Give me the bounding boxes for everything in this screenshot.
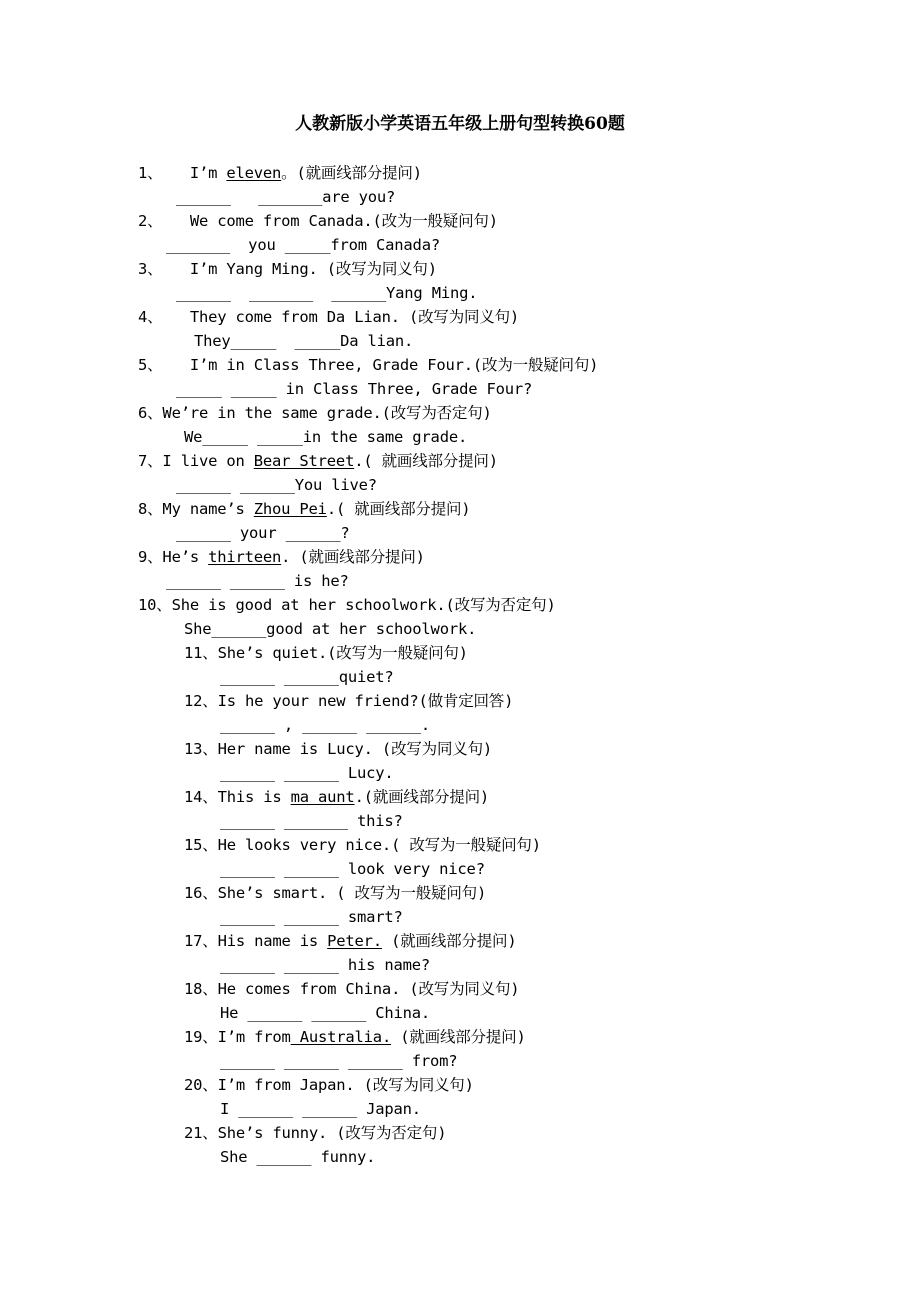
line-text: ______ ______ his name? xyxy=(220,956,431,974)
exercise-line xyxy=(184,834,541,856)
underlined-phrase: thirteen xyxy=(208,548,282,566)
line-text: . (就画线部分提问) xyxy=(281,548,425,566)
exercise-line xyxy=(184,426,467,448)
exercise-line xyxy=(220,762,394,784)
line-text: She ______ funny. xyxy=(220,1148,376,1166)
exercise-line xyxy=(220,1098,421,1120)
line-text: 5、 I’m in Class Three, Grade Four.(改为一般疑问句) xyxy=(138,356,599,374)
line-text: 12、Is he your new friend?(做肯定回答) xyxy=(184,692,514,710)
exercise-line xyxy=(184,882,486,904)
exercise-line xyxy=(166,570,349,592)
line-text: 4、 They come from Da Lian. (改写为同义句) xyxy=(138,308,520,326)
line-text: .(就画线部分提问) xyxy=(354,788,490,806)
line-text: ______ your ______? xyxy=(176,524,350,542)
line-text: 1、 I’m xyxy=(138,164,227,182)
exercise-line xyxy=(184,978,519,1000)
exercise-line xyxy=(194,330,413,352)
line-text: 21、She’s funny. (改写为否定句) xyxy=(184,1124,447,1142)
page-title: 人教新版小学英语五年级上册句型转换60题 xyxy=(295,114,625,134)
exercise-line xyxy=(184,1026,526,1048)
exercise-line xyxy=(176,378,532,400)
exercise-line xyxy=(220,810,403,832)
line-text: He ______ ______ China. xyxy=(220,1004,431,1022)
exercise-line xyxy=(184,1074,474,1096)
exercise-line xyxy=(220,858,485,880)
exercise-line xyxy=(220,1050,457,1072)
exercise-line xyxy=(220,666,394,688)
underlined-phrase: eleven xyxy=(226,164,282,182)
line-text: ______ ______ Lucy. xyxy=(220,764,394,782)
exercise-line xyxy=(184,618,476,640)
line-text: (就画线部分提问) xyxy=(381,932,517,950)
line-text: 15、He looks very nice.( 改写为一般疑问句) xyxy=(184,836,541,854)
exercise-line xyxy=(138,258,437,280)
exercise-line xyxy=(220,1002,430,1024)
exercise-line xyxy=(220,1146,375,1168)
line-text: 7、I live on xyxy=(138,452,254,470)
line-text: They_____ _____Da lian. xyxy=(194,332,414,350)
exercise-line xyxy=(138,450,498,472)
exercise-line xyxy=(176,474,377,496)
exercise-line xyxy=(138,354,598,376)
underlined-phrase: Bear Street xyxy=(253,452,355,470)
line-text: 3、 I’m Yang Ming. (改写为同义句) xyxy=(138,260,437,278)
line-text: We_____ _____in the same grade. xyxy=(184,428,468,446)
exercise-line xyxy=(184,786,489,808)
exercise-line xyxy=(166,234,440,256)
exercise-line xyxy=(220,906,403,928)
line-text: 9、He’s xyxy=(138,548,209,566)
line-text: ______ _______are you? xyxy=(176,188,396,206)
line-text: 16、She’s smart. ( 改写为一般疑问句) xyxy=(184,884,487,902)
line-text: 17、His name is xyxy=(184,932,328,950)
exercise-line xyxy=(184,930,516,952)
line-text: 6、We’re in the same grade.(改写为否定句) xyxy=(138,404,492,422)
underlined-phrase: ma aunt xyxy=(290,788,355,806)
line-text: 20、I’m from Japan. (改写为同义句) xyxy=(184,1076,474,1094)
line-text: ______ ______ look very nice? xyxy=(220,860,485,878)
line-text: ______ ______You live? xyxy=(176,476,377,494)
line-text: 。(就画线部分提问) xyxy=(281,164,422,182)
exercise-line xyxy=(138,498,470,520)
exercise-line xyxy=(184,1122,446,1144)
line-text: ______ ______quiet? xyxy=(220,668,394,686)
line-text: I ______ ______ Japan. xyxy=(220,1100,421,1118)
line-text: ______ , ______ ______. xyxy=(220,716,431,734)
underlined-phrase: Peter. xyxy=(327,932,382,950)
exercise-line xyxy=(176,522,350,544)
exercise-line xyxy=(184,642,468,664)
line-text: 11、She’s quiet.(改写为一般疑问句) xyxy=(184,644,468,662)
line-text: ______ _______ ______Yang Ming. xyxy=(176,284,478,302)
line-text: 10、She is good at her schoolwork.(改写为否定句) xyxy=(138,596,556,614)
line-text: ______ ______ ______ from? xyxy=(220,1052,458,1070)
line-text: (就画线部分提问) xyxy=(391,1028,526,1046)
exercise-line xyxy=(176,186,395,208)
exercise-line xyxy=(184,738,492,760)
line-text: _____ _____ in Class Three, Grade Four? xyxy=(176,380,533,398)
exercise-line xyxy=(138,162,422,184)
line-text: 8、My name’s xyxy=(138,500,254,518)
exercise-line xyxy=(220,714,430,736)
line-text: 19、I’m from xyxy=(184,1028,291,1046)
exercise-line xyxy=(176,282,477,304)
underlined-phrase: Australia. xyxy=(290,1028,392,1046)
line-text: 13、Her name is Lucy. (改写为同义句) xyxy=(184,740,492,758)
line-text: She______good at her schoolwork. xyxy=(184,620,477,638)
line-text: 2、 We come from Canada.(改为一般疑问句) xyxy=(138,212,498,230)
exercise-line xyxy=(138,306,519,328)
exercise-line xyxy=(138,210,498,232)
exercise-line xyxy=(138,402,492,424)
exercise-line xyxy=(138,594,556,616)
exercise-line xyxy=(184,690,513,712)
exercise-line xyxy=(138,546,425,568)
line-text: 14、This is xyxy=(184,788,291,806)
line-text: ______ _______ this? xyxy=(220,812,403,830)
line-text: _______ you _____from Canada? xyxy=(166,236,440,254)
line-text: ______ ______ smart? xyxy=(220,908,403,926)
line-text: .( 就画线部分提问) xyxy=(354,452,498,470)
underlined-phrase: Zhou Pei xyxy=(253,500,327,518)
line-text: 18、He comes from China. (改写为同义句) xyxy=(184,980,520,998)
exercise-line xyxy=(220,954,430,976)
line-text: ______ ______ is he? xyxy=(166,572,349,590)
line-text: .( 就画线部分提问) xyxy=(326,500,471,518)
